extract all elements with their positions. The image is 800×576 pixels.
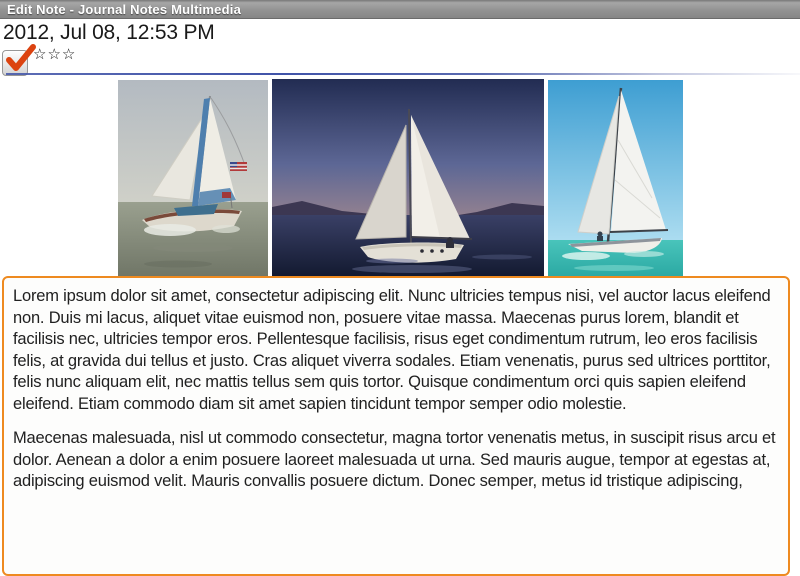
note-date: 2012, Jul 08, 12:53 PM <box>3 21 215 44</box>
note-paragraph: Lorem ipsum dolor sit amet, consectetur adipiscing elit. Nunc ultricies tempus nisi, vel auctor lacus eleifend non. Duis mi lacus, aliquet vitae euismod non, posuere vitae massa. Maecenas purus lorem, blandit et facilisis nec, ultricies tempor eros. Pellentesque facilisis, risus eget condimentum rutrum, leo eros facilisis felis, at gravida dui tellus et justo. Cras aliquet viverra sodales. Etiam venenatis, purus sed ultrices porttitor, felis nunc aliquam elit, nec mattis tellus sem quis tortor. Quisque condimentum orci quis sapien eleifend eleifend. Etiam commodo diam sit amet sapien tincidunt tempor semper odio molestie. <box>13 287 771 413</box>
title-bar <box>0 0 800 19</box>
star-icon[interactable]: ☆ <box>61 46 77 63</box>
photo-gallery <box>0 79 800 279</box>
gallery-photo-classic-sailboat[interactable] <box>118 80 268 278</box>
star-icon[interactable]: ☆ <box>47 46 62 63</box>
gallery-photo-sailboat-dusk[interactable] <box>272 79 544 279</box>
window-title: Edit Note - Journal Notes Multimedia <box>7 2 241 17</box>
rating-stars <box>33 47 76 62</box>
note-text-editor[interactable] <box>2 276 790 576</box>
star-icon[interactable]: ☆ <box>33 46 48 63</box>
gallery-photo-modern-yacht[interactable] <box>548 80 683 278</box>
header-divider <box>6 73 800 75</box>
note-paragraph: Maecenas malesuada, nisl ut commodo consectetur, magna tortor venenatis metus, in suscipit risus arcu et dolor. Aenean a dolor a enim posuere laoreet malesuada ut urna. Sed mauris augue, tempor at egestas at, adipiscing euismod velit. Mauris convallis posuere dictum. Donec semper, metus id tristique adipiscing, <box>13 429 776 490</box>
